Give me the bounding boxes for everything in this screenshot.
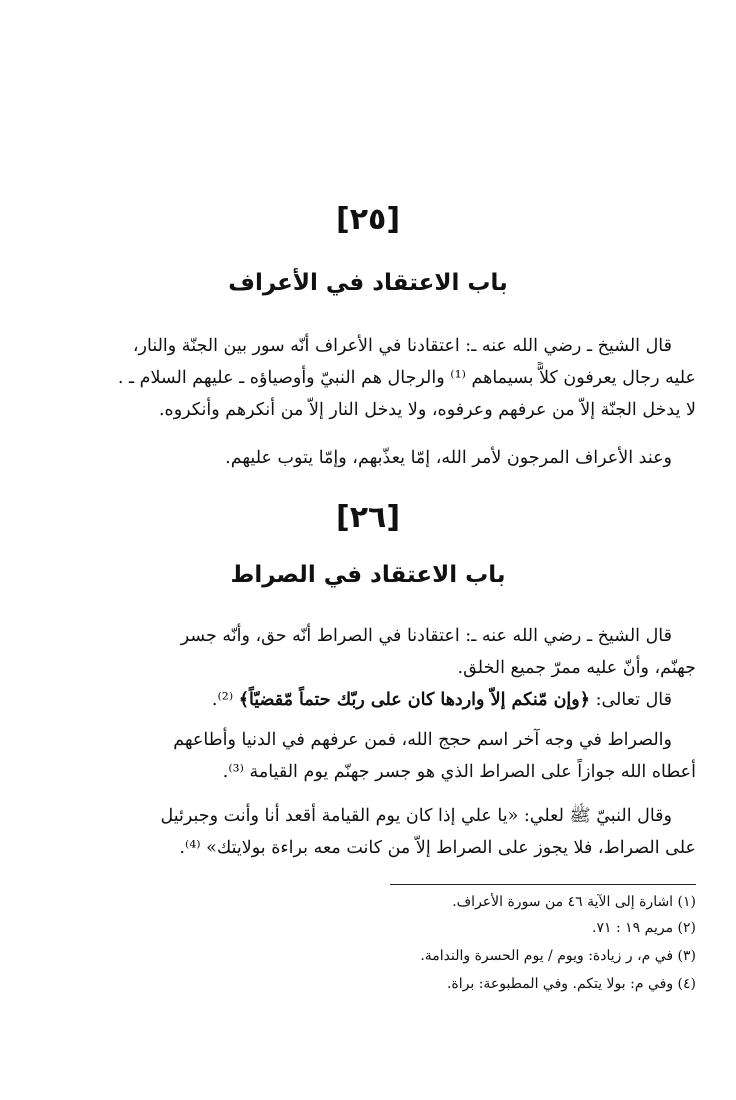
- section-title-sirat: باب الاعتقاد في الصراط: [230, 562, 506, 588]
- text-line: والصراط في وجه آخر اسم حجج الله، فمن عرفهم في الدنيا وأطاعهم: [173, 730, 672, 750]
- footnote-4: (٤) وفي م: بولا يتكم. وفي المطبوعة: براة.: [446, 976, 696, 992]
- section-title-aaraf: باب الاعتقاد في الأعراف: [228, 270, 508, 296]
- paragraph-aaraf-murjawn: [40, 442, 696, 474]
- text-line: على الصراط، فلا يجوز على الصراط إلاّ من كانت معه براءة بولايتك» ⁽⁴⁾.: [179, 838, 696, 858]
- footnote-1: (١) اشارة إلى الآية ٤٦ من سورة الأعراف.: [452, 894, 696, 910]
- section-number-25: [٢٥]: [335, 202, 401, 237]
- paragraph-prophet-hadith: [40, 800, 696, 864]
- quran-verse: ﴿وإن مّنكم إلاّ واردها كان على ربّك حتماً مّقضيّاً﴾: [238, 690, 590, 710]
- footnote-3: (٣) في م، ر زيادة: ويوم / يوم الحسرة والندامة.: [420, 948, 696, 964]
- text-line: وعند الأعراف المرجون لأمر الله، إمّا يعذّبهم، وإمّا يتوب عليهم.: [225, 448, 672, 468]
- text-line: لا يدخل الجنّة إلاّ من عرفهم وعرفوه، ولا يدخل النار إلاّ من أنكرهم وأنكروه.: [158, 400, 696, 420]
- paragraph-quran-verse: [40, 684, 696, 716]
- paragraph-sirat-belief: [40, 620, 696, 684]
- text-line: أعطاه الله جوازاً على الصراط الذي هو جسر جهنّم يوم القيامة ⁽³⁾.: [222, 762, 696, 782]
- paragraph-sirat-hujaj: [40, 724, 696, 788]
- book-page: [40, 0, 696, 1100]
- verse-prefix: قال تعالى:: [590, 690, 672, 710]
- text-line: وقال النبيّ ﷺ لعلي: «يا علي إذا كان يوم القيامة أقعد أنا وأنت وجبرئيل: [160, 806, 672, 826]
- text-line: جهنّم، وأنّ عليه ممرّ جميع الخلق.: [457, 658, 696, 678]
- footnote-ref: ⁽²⁾.: [211, 690, 239, 710]
- text-line: [40, 684, 696, 716]
- text-line: قال الشيخ ـ رضي الله عنه ـ: اعتقادنا في الصراط أنّه حق، وأنّه جسر: [180, 626, 672, 646]
- text-line: قال الشيخ ـ رضي الله عنه ـ: اعتقادنا في الأعراف أنّه سور بين الجنّة والنار،: [132, 336, 672, 356]
- section-number-26: [٢٦]: [335, 500, 401, 535]
- text-line: عليه رجال يعرفون كلاًّ بسيماهم ⁽¹⁾ والرجال هم النبيّ وأوصياؤه ـ عليهم السلام ـ .: [117, 368, 696, 388]
- footnote-separator: [390, 884, 696, 885]
- footnote-2: (٢) مريم ١٩ : ٧١.: [592, 920, 696, 936]
- paragraph-aaraf-belief: [40, 330, 696, 426]
